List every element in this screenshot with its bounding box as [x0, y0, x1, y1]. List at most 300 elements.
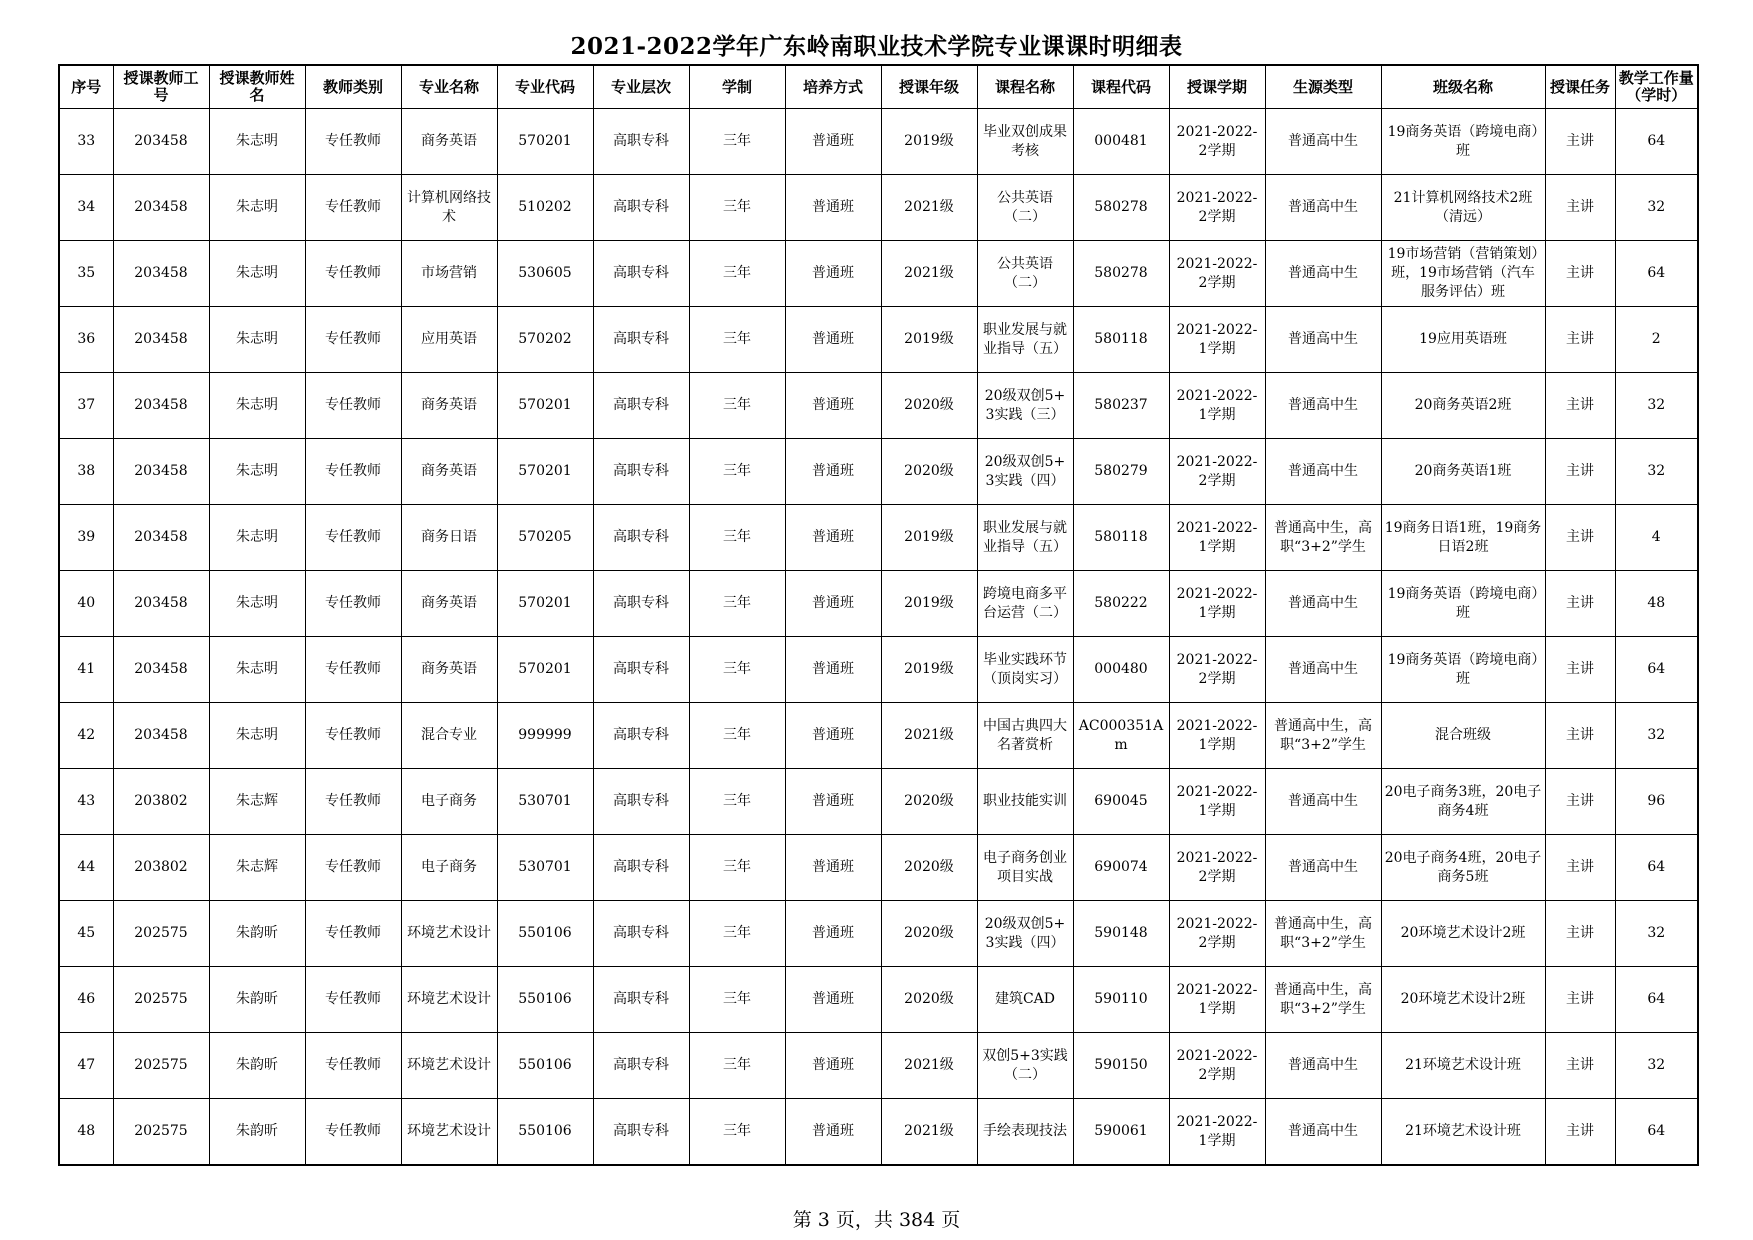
table-cell: 三年 — [689, 769, 785, 835]
table-cell: 20级双创5+3实践（三） — [977, 373, 1073, 439]
table-cell: 专任教师 — [305, 901, 401, 967]
table-cell: 2020级 — [881, 901, 977, 967]
table-cell: 570201 — [497, 637, 593, 703]
table-cell: 手绘表现技法 — [977, 1099, 1073, 1166]
column-header: 培养方式 — [785, 65, 881, 109]
column-header: 授课教师姓名 — [209, 65, 305, 109]
table-cell: 主讲 — [1545, 439, 1615, 505]
table-cell: 32 — [1615, 373, 1698, 439]
table-cell: 550106 — [497, 901, 593, 967]
table-cell: 三年 — [689, 1099, 785, 1166]
table-cell: 环境艺术设计 — [401, 901, 497, 967]
table-cell: 普通高中生 — [1265, 769, 1381, 835]
table-cell: 毕业双创成果考核 — [977, 109, 1073, 175]
page-footer: 第 3 页，共 384 页 — [792, 1209, 961, 1231]
column-header: 专业名称 — [401, 65, 497, 109]
table-cell: 朱韵昕 — [209, 967, 305, 1033]
table-row — [59, 769, 1698, 835]
table-cell: 36 — [59, 307, 113, 373]
page-title: 2021-2022学年广东岭南职业技术学院专业课课时明细表 — [570, 33, 1183, 60]
table-cell: 职业发展与就业指导（五） — [977, 307, 1073, 373]
table-cell: 商务英语 — [401, 439, 497, 505]
column-header: 学制 — [689, 65, 785, 109]
table-cell: 三年 — [689, 637, 785, 703]
table-cell: 19应用英语班 — [1381, 307, 1545, 373]
table-cell: 三年 — [689, 967, 785, 1033]
table-cell: 203458 — [113, 307, 209, 373]
table-cell: 朱志明 — [209, 307, 305, 373]
table-cell: 203458 — [113, 505, 209, 571]
table-cell: 三年 — [689, 439, 785, 505]
table-cell: 普通高中生 — [1265, 175, 1381, 241]
table-cell: 2021-2022-1学期 — [1169, 1099, 1265, 1166]
table-cell: 朱志明 — [209, 571, 305, 637]
table-cell: 38 — [59, 439, 113, 505]
table-cell: 530701 — [497, 835, 593, 901]
table-cell: 市场营销 — [401, 241, 497, 307]
column-header: 教师类别 — [305, 65, 401, 109]
table-cell: 高职专科 — [593, 505, 689, 571]
table-cell: 20商务英语1班 — [1381, 439, 1545, 505]
table-cell: 朱志明 — [209, 175, 305, 241]
table-cell: 39 — [59, 505, 113, 571]
table-cell: 2021-2022-1学期 — [1169, 505, 1265, 571]
table-cell: 普通高中生 — [1265, 637, 1381, 703]
table-cell: 商务英语 — [401, 637, 497, 703]
table-row — [59, 967, 1698, 1033]
table-cell: 混合班级 — [1381, 703, 1545, 769]
table-cell: 2021-2022-2学期 — [1169, 241, 1265, 307]
table-cell: 专任教师 — [305, 307, 401, 373]
table-cell: 2021级 — [881, 241, 977, 307]
table-cell: 朱志辉 — [209, 769, 305, 835]
table-cell: 2020级 — [881, 439, 977, 505]
table-cell: 普通班 — [785, 703, 881, 769]
table-cell: 主讲 — [1545, 967, 1615, 1033]
table-cell: 20电子商务4班，20电子商务5班 — [1381, 835, 1545, 901]
table-cell: 普通班 — [785, 175, 881, 241]
table-cell: 高职专科 — [593, 1099, 689, 1166]
table-cell: 朱志明 — [209, 373, 305, 439]
table-cell: 主讲 — [1545, 637, 1615, 703]
table-row — [59, 109, 1698, 175]
table-cell: 专任教师 — [305, 967, 401, 1033]
table-row — [59, 901, 1698, 967]
table-cell: 203458 — [113, 373, 209, 439]
table-cell: 专任教师 — [305, 769, 401, 835]
table-body — [59, 109, 1698, 1166]
table-cell: 2021-2022-1学期 — [1169, 703, 1265, 769]
table-cell: 570205 — [497, 505, 593, 571]
table-cell: 朱志明 — [209, 637, 305, 703]
table-cell: 580237 — [1073, 373, 1169, 439]
table-cell: 2021级 — [881, 175, 977, 241]
table-cell: 普通班 — [785, 241, 881, 307]
table-row — [59, 571, 1698, 637]
table-cell: 690074 — [1073, 835, 1169, 901]
table-cell: 580279 — [1073, 439, 1169, 505]
table-cell: 47 — [59, 1033, 113, 1099]
column-header: 课程名称 — [977, 65, 1073, 109]
table-cell: 三年 — [689, 571, 785, 637]
table-cell: 高职专科 — [593, 769, 689, 835]
table-cell: 主讲 — [1545, 1033, 1615, 1099]
table-cell: 32 — [1615, 439, 1698, 505]
column-header: 班级名称 — [1381, 65, 1545, 109]
table-cell: 朱志明 — [209, 703, 305, 769]
table-cell: 2021-2022-1学期 — [1169, 571, 1265, 637]
table-cell: 三年 — [689, 241, 785, 307]
table-cell: 高职专科 — [593, 175, 689, 241]
table-cell: 32 — [1615, 703, 1698, 769]
table-cell: 三年 — [689, 109, 785, 175]
table-cell: 203458 — [113, 703, 209, 769]
table-cell: 2021-2022-2学期 — [1169, 109, 1265, 175]
table-cell: 职业发展与就业指导（五） — [977, 505, 1073, 571]
table-cell: 2021-2022-2学期 — [1169, 835, 1265, 901]
table-cell: 环境艺术设计 — [401, 1033, 497, 1099]
table-cell: 19市场营销（营销策划）班，19市场营销（汽车服务评估）班 — [1381, 241, 1545, 307]
table-cell: 33 — [59, 109, 113, 175]
table-cell: 202575 — [113, 1033, 209, 1099]
table-cell: 普通高中生 — [1265, 307, 1381, 373]
table-cell: 普通高中生 — [1265, 241, 1381, 307]
table-cell: 朱志明 — [209, 505, 305, 571]
table-cell: 580278 — [1073, 241, 1169, 307]
table-cell: 普通班 — [785, 439, 881, 505]
column-header: 生源类型 — [1265, 65, 1381, 109]
table-cell: 普通班 — [785, 967, 881, 1033]
table-row — [59, 505, 1698, 571]
table-cell: 高职专科 — [593, 835, 689, 901]
table-cell: 朱韵昕 — [209, 1099, 305, 1166]
column-header: 授课学期 — [1169, 65, 1265, 109]
table-cell: 20级双创5+3实践（四） — [977, 439, 1073, 505]
table-cell: 专任教师 — [305, 571, 401, 637]
table-cell: 2021-2022-2学期 — [1169, 901, 1265, 967]
table-row — [59, 1033, 1698, 1099]
table-cell: 主讲 — [1545, 1099, 1615, 1166]
table-cell: 普通高中生，高职“3+2”学生 — [1265, 901, 1381, 967]
table-cell: 40 — [59, 571, 113, 637]
table-cell: 2020级 — [881, 835, 977, 901]
table-cell: 三年 — [689, 835, 785, 901]
table-cell: 主讲 — [1545, 241, 1615, 307]
table-cell: 42 — [59, 703, 113, 769]
table-cell: 普通班 — [785, 109, 881, 175]
table-cell: 570201 — [497, 109, 593, 175]
table-cell: 64 — [1615, 109, 1698, 175]
table-cell: 2021-2022-2学期 — [1169, 637, 1265, 703]
table-cell: 590148 — [1073, 901, 1169, 967]
table-cell: 20级双创5+3实践（四） — [977, 901, 1073, 967]
table-cell: 环境艺术设计 — [401, 967, 497, 1033]
table-row — [59, 835, 1698, 901]
table-cell: 建筑CAD — [977, 967, 1073, 1033]
table-cell: 专任教师 — [305, 241, 401, 307]
table-cell: 朱志明 — [209, 241, 305, 307]
table-cell: 32 — [1615, 901, 1698, 967]
table-cell: 32 — [1615, 175, 1698, 241]
table-cell: 550106 — [497, 967, 593, 1033]
table-cell: 主讲 — [1545, 109, 1615, 175]
column-header: 课程代码 — [1073, 65, 1169, 109]
table-cell: 专任教师 — [305, 1033, 401, 1099]
table-cell: 19商务日语1班，19商务日语2班 — [1381, 505, 1545, 571]
table-cell: 普通班 — [785, 1099, 881, 1166]
table-cell: 590061 — [1073, 1099, 1169, 1166]
table-cell: 4 — [1615, 505, 1698, 571]
table-cell: 朱志辉 — [209, 835, 305, 901]
table-cell: 203458 — [113, 109, 209, 175]
table-cell: 主讲 — [1545, 373, 1615, 439]
table-cell: 203458 — [113, 175, 209, 241]
table-cell: 2021级 — [881, 1033, 977, 1099]
table-cell: 2021-2022-2学期 — [1169, 175, 1265, 241]
table-cell: 高职专科 — [593, 571, 689, 637]
table-cell: 主讲 — [1545, 769, 1615, 835]
table-row — [59, 241, 1698, 307]
table-cell: 64 — [1615, 637, 1698, 703]
table-cell: 普通高中生，高职“3+2”学生 — [1265, 703, 1381, 769]
table-cell: 商务英语 — [401, 373, 497, 439]
table-cell: 2020级 — [881, 769, 977, 835]
table-cell: 普通高中生 — [1265, 1033, 1381, 1099]
table-cell: 公共英语（二） — [977, 175, 1073, 241]
table-cell: 普通高中生 — [1265, 571, 1381, 637]
table-cell: 21环境艺术设计班 — [1381, 1099, 1545, 1166]
table-row — [59, 1099, 1698, 1166]
table-cell: 64 — [1615, 835, 1698, 901]
table-cell: 2 — [1615, 307, 1698, 373]
table-cell: 510202 — [497, 175, 593, 241]
table-cell: 570202 — [497, 307, 593, 373]
table-cell: 主讲 — [1545, 835, 1615, 901]
table-cell: 专任教师 — [305, 835, 401, 901]
table-cell: 2021级 — [881, 1099, 977, 1166]
table-cell: 2019级 — [881, 571, 977, 637]
column-header: 专业层次 — [593, 65, 689, 109]
table-cell: 三年 — [689, 505, 785, 571]
table-cell: 43 — [59, 769, 113, 835]
column-header: 授课年级 — [881, 65, 977, 109]
table-cell: 三年 — [689, 175, 785, 241]
table-row — [59, 637, 1698, 703]
table-cell: 普通高中生，高职“3+2”学生 — [1265, 505, 1381, 571]
table-cell: 2021-2022-2学期 — [1169, 439, 1265, 505]
table-cell: 35 — [59, 241, 113, 307]
table-cell: 203458 — [113, 571, 209, 637]
table-cell: 高职专科 — [593, 1033, 689, 1099]
table-cell: 专任教师 — [305, 439, 401, 505]
table-cell: AC000351Am — [1073, 703, 1169, 769]
table-cell: 普通班 — [785, 571, 881, 637]
table-cell: 中国古典四大名著赏析 — [977, 703, 1073, 769]
table-cell: 999999 — [497, 703, 593, 769]
table-cell: 普通高中生 — [1265, 835, 1381, 901]
table-cell: 计算机网络技术 — [401, 175, 497, 241]
table-cell: 2019级 — [881, 637, 977, 703]
table-row — [59, 439, 1698, 505]
table-cell: 普通高中生 — [1265, 439, 1381, 505]
table-cell: 2019级 — [881, 505, 977, 571]
table-cell: 530605 — [497, 241, 593, 307]
header-row — [59, 65, 1698, 109]
table-cell: 2019级 — [881, 109, 977, 175]
table-cell: 三年 — [689, 373, 785, 439]
table-cell: 普通班 — [785, 307, 881, 373]
table-cell: 商务日语 — [401, 505, 497, 571]
table-cell: 高职专科 — [593, 241, 689, 307]
table-cell: 跨境电商多平台运营（二） — [977, 571, 1073, 637]
table-cell: 34 — [59, 175, 113, 241]
table-cell: 580118 — [1073, 505, 1169, 571]
table-cell: 96 — [1615, 769, 1698, 835]
column-header: 授课任务 — [1545, 65, 1615, 109]
table-cell: 2020级 — [881, 373, 977, 439]
table-cell: 商务英语 — [401, 571, 497, 637]
table-cell: 690045 — [1073, 769, 1169, 835]
table-header — [59, 65, 1698, 109]
table-cell: 000480 — [1073, 637, 1169, 703]
table-cell: 主讲 — [1545, 505, 1615, 571]
table-cell: 44 — [59, 835, 113, 901]
table-cell: 203458 — [113, 241, 209, 307]
table-cell: 32 — [1615, 1033, 1698, 1099]
table-cell: 高职专科 — [593, 637, 689, 703]
table-cell: 普通高中生 — [1265, 1099, 1381, 1166]
table-cell: 普通高中生 — [1265, 109, 1381, 175]
column-header: 序号 — [59, 65, 113, 109]
table-cell: 普通班 — [785, 637, 881, 703]
column-header: 专业代码 — [497, 65, 593, 109]
table-cell: 2020级 — [881, 967, 977, 1033]
table-cell: 普通班 — [785, 769, 881, 835]
table-cell: 570201 — [497, 571, 593, 637]
table-cell: 570201 — [497, 439, 593, 505]
table-cell: 应用英语 — [401, 307, 497, 373]
table-cell: 专任教师 — [305, 175, 401, 241]
table-cell: 混合专业 — [401, 703, 497, 769]
table-cell: 2021-2022-1学期 — [1169, 769, 1265, 835]
table-cell: 20电子商务3班，20电子商务4班 — [1381, 769, 1545, 835]
table-cell: 590110 — [1073, 967, 1169, 1033]
column-header: 授课教师工号 — [113, 65, 209, 109]
table-cell: 19商务英语（跨境电商）班 — [1381, 571, 1545, 637]
table-cell: 48 — [1615, 571, 1698, 637]
course-hours-table — [58, 64, 1699, 1166]
table-cell: 21环境艺术设计班 — [1381, 1033, 1545, 1099]
table-cell: 202575 — [113, 1099, 209, 1166]
table-cell: 专任教师 — [305, 505, 401, 571]
table-cell: 2021级 — [881, 703, 977, 769]
table-cell: 商务英语 — [401, 109, 497, 175]
table-cell: 46 — [59, 967, 113, 1033]
table-cell: 590150 — [1073, 1033, 1169, 1099]
table-cell: 203458 — [113, 637, 209, 703]
table-cell: 专任教师 — [305, 637, 401, 703]
table-cell: 000481 — [1073, 109, 1169, 175]
table-cell: 普通班 — [785, 373, 881, 439]
table-cell: 普通高中生 — [1265, 373, 1381, 439]
table-cell: 203802 — [113, 769, 209, 835]
table-cell: 20商务英语2班 — [1381, 373, 1545, 439]
table-cell: 专任教师 — [305, 1099, 401, 1166]
table-cell: 550106 — [497, 1033, 593, 1099]
table-cell: 专任教师 — [305, 109, 401, 175]
table-cell: 专任教师 — [305, 373, 401, 439]
table-row — [59, 703, 1698, 769]
table-cell: 普通班 — [785, 835, 881, 901]
table-cell: 64 — [1615, 241, 1698, 307]
table-cell: 职业技能实训 — [977, 769, 1073, 835]
table-cell: 202575 — [113, 967, 209, 1033]
table-cell: 20环境艺术设计2班 — [1381, 967, 1545, 1033]
table-cell: 高职专科 — [593, 703, 689, 769]
table-cell: 环境艺术设计 — [401, 1099, 497, 1166]
table-cell: 550106 — [497, 1099, 593, 1166]
table-cell: 570201 — [497, 373, 593, 439]
table-cell: 580118 — [1073, 307, 1169, 373]
table-cell: 普通班 — [785, 1033, 881, 1099]
table-cell: 19商务英语（跨境电商）班 — [1381, 109, 1545, 175]
table-cell: 64 — [1615, 1099, 1698, 1166]
table-cell: 三年 — [689, 703, 785, 769]
table-cell: 朱韵昕 — [209, 1033, 305, 1099]
table-cell: 2021-2022-2学期 — [1169, 1033, 1265, 1099]
table-cell: 高职专科 — [593, 439, 689, 505]
table-cell: 公共英语（二） — [977, 241, 1073, 307]
table-cell: 双创5+3实践（二） — [977, 1033, 1073, 1099]
table-cell: 朱志明 — [209, 439, 305, 505]
table-cell: 三年 — [689, 307, 785, 373]
table-cell: 普通高中生，高职“3+2”学生 — [1265, 967, 1381, 1033]
table-cell: 530701 — [497, 769, 593, 835]
table-cell: 高职专科 — [593, 901, 689, 967]
table-row — [59, 307, 1698, 373]
table-cell: 37 — [59, 373, 113, 439]
table-cell: 48 — [59, 1099, 113, 1166]
table-cell: 45 — [59, 901, 113, 967]
table-cell: 580222 — [1073, 571, 1169, 637]
table-cell: 电子商务 — [401, 835, 497, 901]
table-cell: 21计算机网络技术2班（清远） — [1381, 175, 1545, 241]
table-cell: 主讲 — [1545, 703, 1615, 769]
table-cell: 朱志明 — [209, 109, 305, 175]
table-cell: 高职专科 — [593, 307, 689, 373]
table-cell: 2021-2022-1学期 — [1169, 373, 1265, 439]
table-cell: 电子商务 — [401, 769, 497, 835]
table-cell: 19商务英语（跨境电商）班 — [1381, 637, 1545, 703]
table-cell: 主讲 — [1545, 901, 1615, 967]
table-cell: 20环境艺术设计2班 — [1381, 901, 1545, 967]
table-cell: 高职专科 — [593, 967, 689, 1033]
table-cell: 主讲 — [1545, 175, 1615, 241]
table-cell: 203458 — [113, 439, 209, 505]
table-cell: 2019级 — [881, 307, 977, 373]
table-cell: 三年 — [689, 1033, 785, 1099]
table-cell: 三年 — [689, 901, 785, 967]
table-cell: 64 — [1615, 967, 1698, 1033]
table-cell: 朱韵昕 — [209, 901, 305, 967]
table-cell: 高职专科 — [593, 109, 689, 175]
table-cell: 主讲 — [1545, 571, 1615, 637]
table-cell: 高职专科 — [593, 373, 689, 439]
table-cell: 2021-2022-1学期 — [1169, 307, 1265, 373]
table-cell: 580278 — [1073, 175, 1169, 241]
table-cell: 专任教师 — [305, 703, 401, 769]
table-cell: 普通班 — [785, 901, 881, 967]
